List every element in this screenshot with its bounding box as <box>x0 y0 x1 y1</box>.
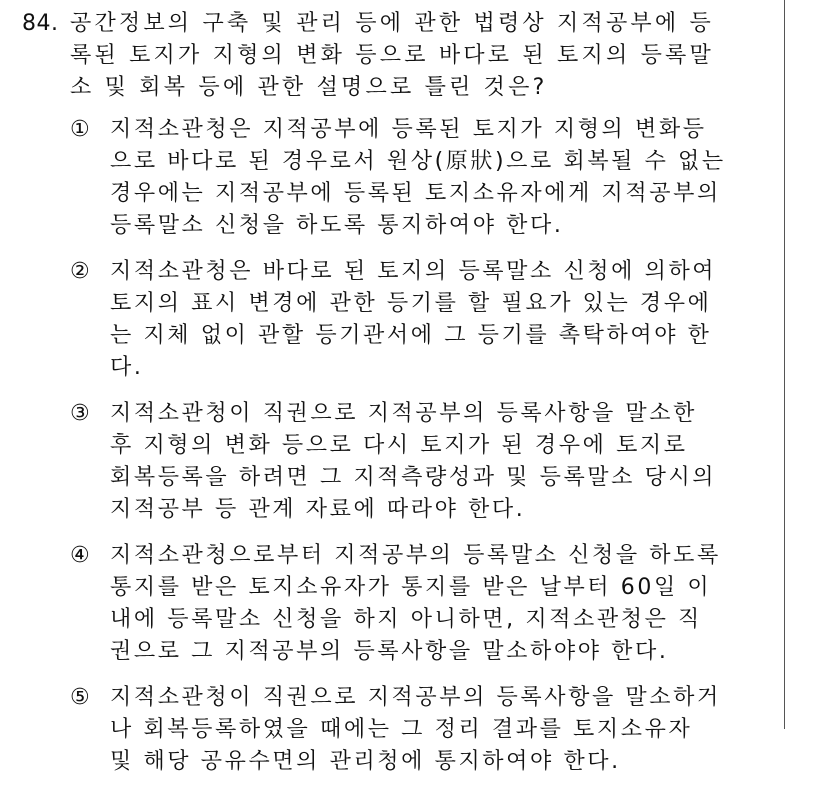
answer-options <box>22 114 782 778</box>
option-text-line: 통지를 받은 토지소유자가 통지를 받은 날부터 60일 이 <box>110 575 712 600</box>
option-marker: ① <box>70 117 90 142</box>
option-text-line: 등록말소 신청을 하도록 통지하여야 한다. <box>110 213 564 238</box>
option-text-line: 나 회복등록하였을 때에는 그 정리 결과를 토지소유자 <box>110 717 693 742</box>
option-text-line: 후 지형의 변화 등으로 다시 토지가 된 경우에 토지로 <box>110 433 688 458</box>
option-text-line: 및 해당 공유수면의 관리청에 통지하여야 한다. <box>110 749 621 774</box>
question-number: 84. <box>22 11 59 36</box>
answer-option-3[interactable] <box>70 398 782 526</box>
answer-option-1[interactable] <box>70 114 782 242</box>
answer-option-2[interactable] <box>70 256 782 384</box>
option-text-line: 으로 바다로 된 경우로서 원상(原狀)으로 회복될 수 없는 <box>110 149 726 174</box>
question-text-line: 소 및 회복 등에 관한 설명으로 틀린 것은? <box>70 75 548 100</box>
question-text-line: 록된 토지가 지형의 변화 등으로 바다로 된 토지의 등록말 <box>70 43 714 68</box>
answer-option-5[interactable] <box>70 682 782 778</box>
option-text-line: 지적소관청은 지적공부에 등록된 토지가 지형의 변화등 <box>110 117 707 142</box>
option-marker: ③ <box>70 401 90 426</box>
question-text-line: 공간정보의 구축 및 관리 등에 관한 법령상 지적공부에 등 <box>70 11 714 36</box>
option-text-line: 지적소관청은 바다로 된 토지의 등록말소 신청에 의하여 <box>110 259 717 284</box>
question-84 <box>22 8 782 792</box>
option-text-line: 지적공부 등 관계 자료에 따라야 한다. <box>110 497 526 522</box>
option-text-line: 는 지체 없이 관할 등기관서에 그 등기를 촉탁하여야 한 <box>110 323 712 348</box>
option-marker: ⑤ <box>70 685 90 710</box>
column-divider <box>784 0 785 729</box>
option-text-line: 회복등록을 하려면 그 지적측량성과 및 등록말소 당시의 <box>110 465 717 490</box>
option-text-line: 다. <box>110 355 144 380</box>
option-text-line: 토지의 표시 변경에 관한 등기를 할 필요가 있는 경우에 <box>110 291 712 316</box>
option-marker: ② <box>70 259 90 284</box>
option-marker: ④ <box>70 543 90 568</box>
question-stem <box>22 8 782 104</box>
option-text-line: 지적소관청으로부터 지적공부의 등록말소 신청을 하도록 <box>110 543 721 568</box>
option-text-line: 권으로 그 지적공부의 등록사항을 말소하야야 한다. <box>110 639 669 664</box>
option-text-line: 경우에는 지적공부에 등록된 토지소유자에게 지적공부의 <box>110 181 721 206</box>
option-text-line: 지적소관청이 직권으로 지적공부의 등록사항을 말소한 <box>110 401 697 426</box>
answer-option-4[interactable] <box>70 540 782 668</box>
option-text-line: 내에 등록말소 신청을 하지 아니하면, 지적소관청은 직 <box>110 607 702 632</box>
option-text-line: 지적소관청이 직권으로 지적공부의 등록사항을 말소하거 <box>110 685 721 710</box>
